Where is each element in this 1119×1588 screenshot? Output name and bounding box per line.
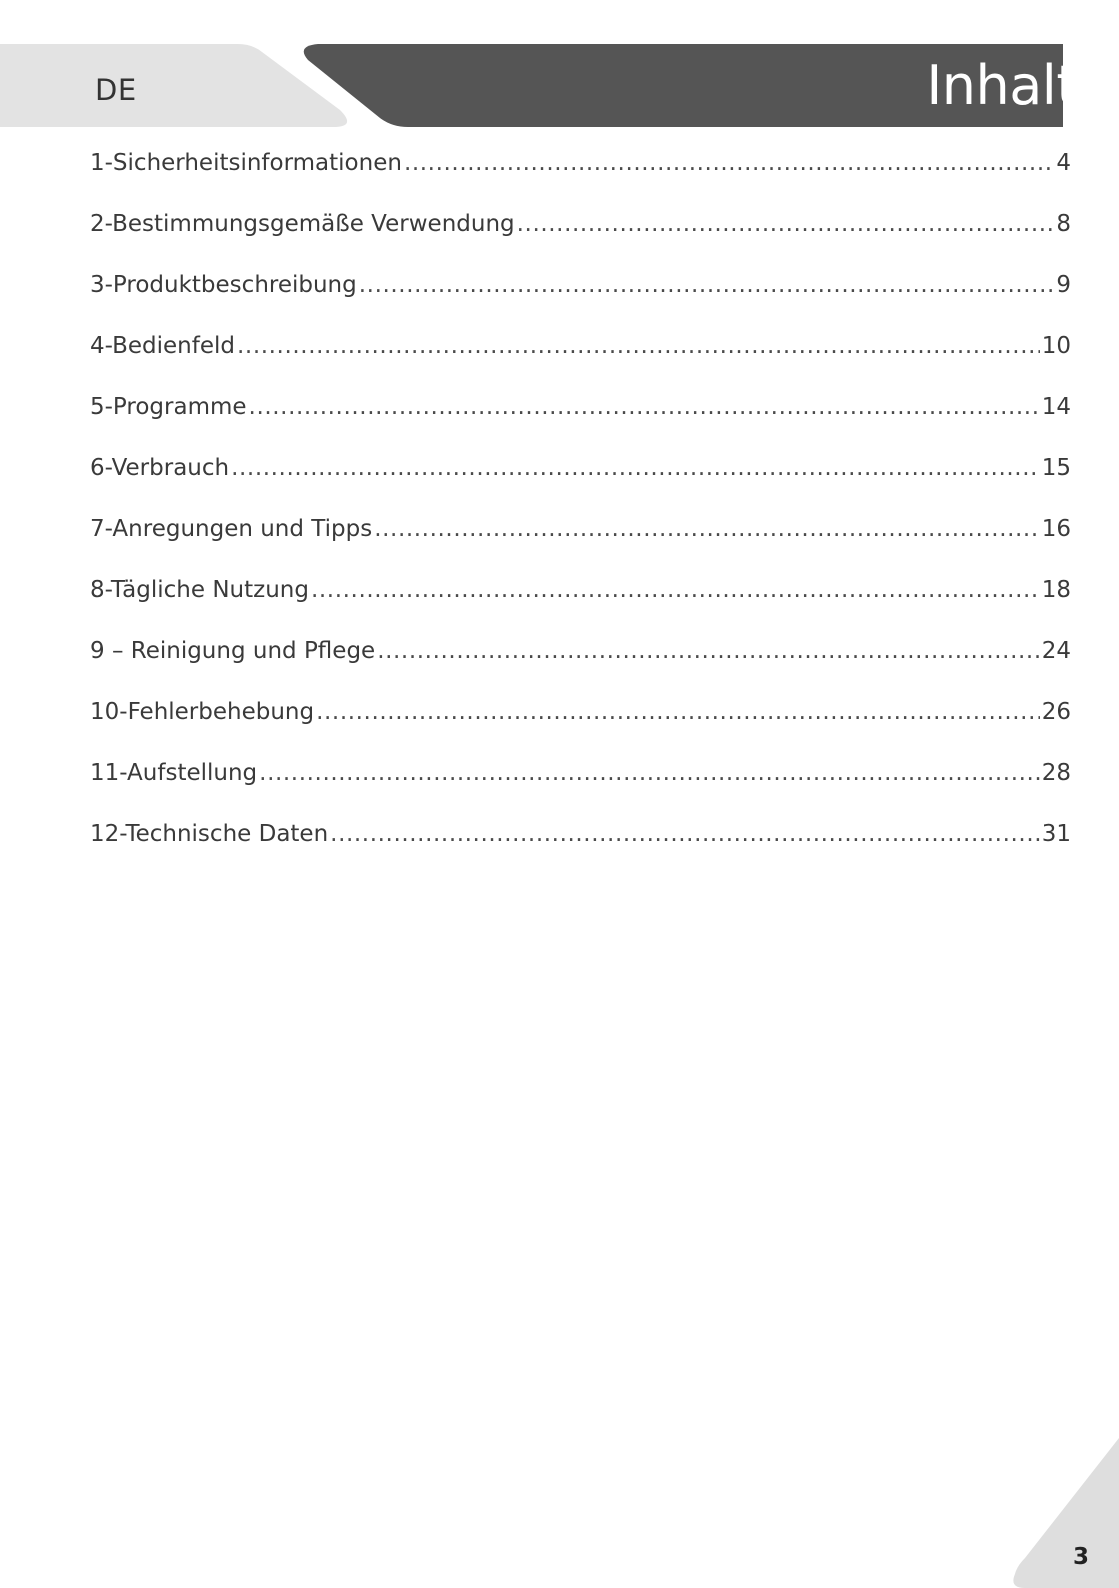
toc-dot-leader <box>316 699 1040 725</box>
toc-entry[interactable] <box>90 577 1071 638</box>
toc-entry-page: 26 <box>1041 699 1071 725</box>
page-title: Inhalt <box>926 54 1077 117</box>
page-corner-shape <box>1013 1438 1119 1588</box>
toc-entry-title: 10-Fehlerbehebung <box>90 699 315 725</box>
toc-entry-page: 15 <box>1041 455 1071 481</box>
table-of-contents <box>90 150 1071 882</box>
toc-dot-leader <box>359 272 1055 298</box>
toc-entry[interactable] <box>90 211 1071 272</box>
toc-entry[interactable] <box>90 760 1071 821</box>
toc-entry-page: 8 <box>1056 211 1071 237</box>
toc-dot-leader <box>374 516 1040 542</box>
toc-entry-title: 3-Produktbeschreibung <box>90 272 357 298</box>
toc-entry-title: 2-Bestimmungsgemäße Verwendung <box>90 211 515 237</box>
toc-entry[interactable] <box>90 638 1071 699</box>
toc-entry[interactable] <box>90 150 1071 211</box>
toc-entry-page: 14 <box>1041 394 1071 420</box>
toc-dot-leader <box>377 638 1040 664</box>
toc-entry-page: 24 <box>1041 638 1071 664</box>
toc-entry-title: 9 – Reinigung und Pflege <box>90 638 376 664</box>
toc-dot-leader <box>231 455 1040 481</box>
toc-entry-page: 10 <box>1041 333 1071 359</box>
toc-entry[interactable] <box>90 821 1071 882</box>
toc-dot-leader <box>330 821 1040 847</box>
page-number: 3 <box>1072 1544 1089 1570</box>
toc-entry-title: 8-Tägliche Nutzung <box>90 577 309 603</box>
toc-entry-title: 1-Sicherheitsinformationen <box>90 150 402 176</box>
language-label: DE <box>95 73 137 107</box>
toc-entry-title: 11-Aufstellung <box>90 760 258 786</box>
language-tab-shape <box>0 44 347 127</box>
toc-entry-title: 12-Technische Daten <box>90 821 329 847</box>
toc-entry[interactable] <box>90 333 1071 394</box>
toc-entry[interactable] <box>90 699 1071 760</box>
toc-entry-title: 7-Anregungen und Tipps <box>90 516 373 542</box>
toc-entry-page: 4 <box>1056 150 1071 176</box>
toc-entry[interactable] <box>90 516 1071 577</box>
toc-entry-page: 18 <box>1041 577 1071 603</box>
toc-entry-page: 28 <box>1041 760 1071 786</box>
toc-dot-leader <box>237 333 1040 359</box>
toc-entry-title: 4-Bedienfeld <box>90 333 235 359</box>
toc-entry-page: 16 <box>1041 516 1071 542</box>
toc-entry[interactable] <box>90 455 1071 516</box>
toc-dot-leader <box>311 577 1040 603</box>
toc-entry-title: 5-Programme <box>90 394 247 420</box>
toc-dot-leader <box>259 760 1040 786</box>
toc-entry-title: 6-Verbrauch <box>90 455 230 481</box>
toc-entry-page: 31 <box>1041 821 1071 847</box>
toc-dot-leader <box>517 211 1055 237</box>
toc-dot-leader <box>249 394 1040 420</box>
toc-entry-page: 9 <box>1056 272 1071 298</box>
toc-entry[interactable] <box>90 272 1071 333</box>
toc-entry[interactable] <box>90 394 1071 455</box>
page-corner-tab <box>1009 1438 1119 1588</box>
toc-dot-leader <box>404 150 1054 176</box>
